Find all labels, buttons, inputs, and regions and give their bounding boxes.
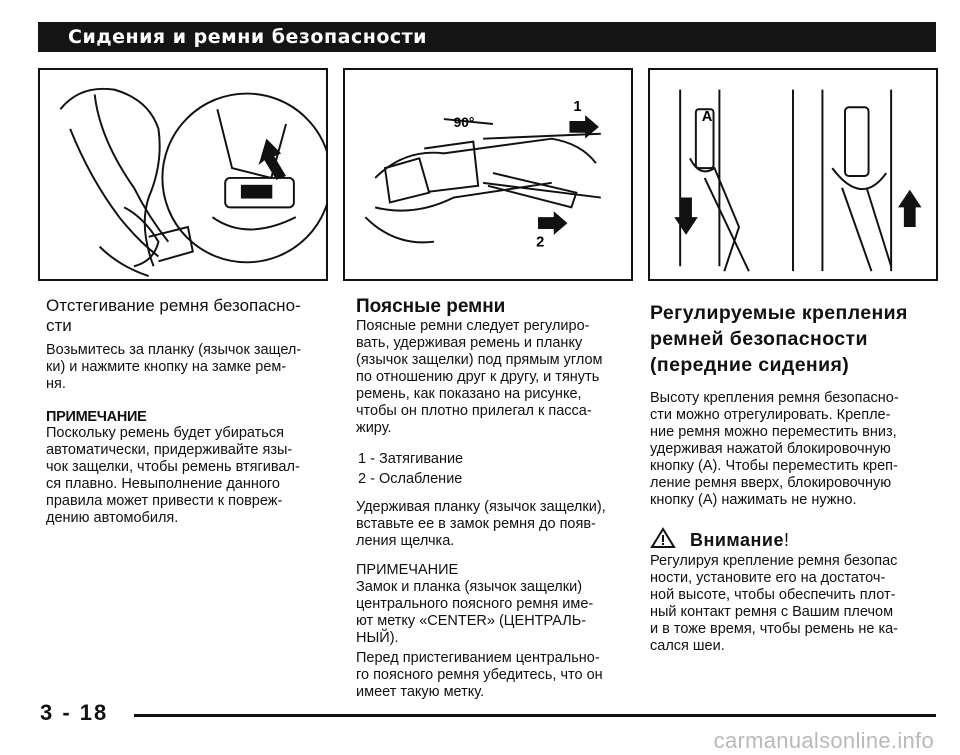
note-line: дению автомобиля.: [46, 510, 179, 526]
list-item: 2 - Ослабление: [358, 471, 463, 487]
figure-unbuckling: [38, 68, 328, 281]
arrow-up-icon: [898, 190, 922, 227]
note-line: имеет такую метку.: [356, 684, 485, 700]
footer-rule: [134, 714, 936, 717]
caption-line-1: Отстегивание ремня безопасно-: [46, 296, 301, 315]
body-line: ление ремня вверх, блокировочную: [650, 475, 892, 491]
section-title: Поясные ремни: [356, 296, 506, 317]
body-line: жиру.: [356, 420, 392, 436]
warning-line: ный контакт ремня с Вашим плечом: [650, 604, 894, 620]
note-line: ся плавно. Невыполнение данного: [46, 476, 280, 492]
arrow1-label: 1: [573, 99, 582, 116]
warning-icon: [650, 527, 676, 549]
column-lap-belts: [356, 296, 636, 701]
warning-mark: !: [783, 530, 789, 550]
caption-line-2: сти: [46, 316, 72, 335]
note-line: центрального поясного ремня име-: [356, 596, 594, 612]
body-line: удерживая нажатой блокировочную: [650, 441, 891, 457]
arrow-loosen-icon: [538, 211, 567, 235]
note-title: ПРИМЕЧАНИЕ: [46, 409, 147, 425]
note-line: чок защелки, чтобы ремень втягивал-: [46, 459, 300, 475]
note-line: Замок и планка (язычок защелки): [356, 579, 583, 595]
body-line: сти можно отрегулировать. Крепле-: [650, 407, 891, 423]
page-title: Сидения и ремни безопасности: [68, 26, 427, 48]
angle-label: 90°: [453, 114, 475, 130]
note-line: Поскольку ремень будет убираться: [46, 425, 284, 441]
note-line: ют метку «CENTER» (ЦЕНТРАЛЬ-: [356, 613, 587, 629]
body-line: ня.: [46, 376, 66, 392]
warning-line: ности, установите его на достаточ-: [650, 570, 886, 586]
note-line: НЫЙ).: [356, 630, 399, 646]
warning-heading: [650, 527, 942, 551]
page-number: 3 - 18: [40, 700, 109, 725]
body-line: ки) и нажмите кнопку на замке рем-: [46, 359, 287, 375]
note-line: Перед пристегиванием центрально-: [356, 650, 600, 666]
warning-line: сался шеи.: [650, 638, 725, 654]
figure-lap-belt: [343, 68, 633, 281]
warning-line: Регулируя крепление ремня безопас: [650, 553, 898, 569]
column-anchor-adjust: [650, 300, 942, 655]
section-title-line: Регулируемые крепления: [650, 302, 908, 324]
figure-anchor-adjust: [648, 68, 938, 281]
body-line: по отношению друг к другу, и тянуть: [356, 369, 600, 385]
body-line: чтобы он плотно прилегал к пасса-: [356, 403, 592, 419]
body-line: ления щелчка.: [356, 533, 455, 549]
warning-title: Внимание: [690, 530, 784, 550]
warning-line: и в тоже время, чтобы ремень не ка-: [650, 621, 899, 637]
body-line: Удерживая планку (язычок защелки),: [356, 499, 606, 515]
section-title-line: (передние сидения): [650, 354, 850, 376]
lap-belt-illustration: [345, 70, 631, 279]
button-a-label: A: [701, 109, 713, 126]
note-line: автоматически, придерживайте язы-: [46, 442, 293, 458]
header-bar: [38, 22, 936, 52]
body-line: кнопку (А) нажимать не нужно.: [650, 492, 857, 508]
body-line: ремень, как показано на рисунке,: [356, 386, 582, 402]
body-line: вставьте ее в замок ремня до появ-: [356, 516, 596, 532]
body-line: вать, удерживая ремень и планку: [356, 335, 583, 351]
arrow2-label: 2: [536, 234, 545, 251]
body-line: Высоту крепления ремня безопасно-: [650, 390, 899, 406]
section-title-line: ремней безопасности: [650, 328, 868, 350]
arrow-down-icon: [674, 198, 698, 235]
note-title: ПРИМЕЧАНИЕ: [356, 562, 459, 578]
body-line: (язычок защелки) под прямым углом: [356, 352, 603, 368]
body-line: Поясные ремни следует регулиро-: [356, 318, 590, 334]
column-unbuckling: [46, 296, 326, 527]
anchor-adjust-illustration: [650, 70, 936, 279]
body-line: кнопку (А). Чтобы переместить креп-: [650, 458, 898, 474]
unbuckling-illustration: [40, 70, 326, 279]
list-item: 1 - Затягивание: [358, 451, 464, 467]
warning-line: ной высоте, чтобы обеспечить плот-: [650, 587, 896, 603]
body-line: ние ремня можно переместить вниз,: [650, 424, 897, 440]
note-line: го поясного ремня убедитесь, что он: [356, 667, 603, 683]
body-line: Возьмитесь за планку (язычок защел-: [46, 342, 302, 358]
note-line: правила может привести к повреж-: [46, 493, 283, 509]
watermark: carmanualsonline.info: [713, 728, 934, 753]
